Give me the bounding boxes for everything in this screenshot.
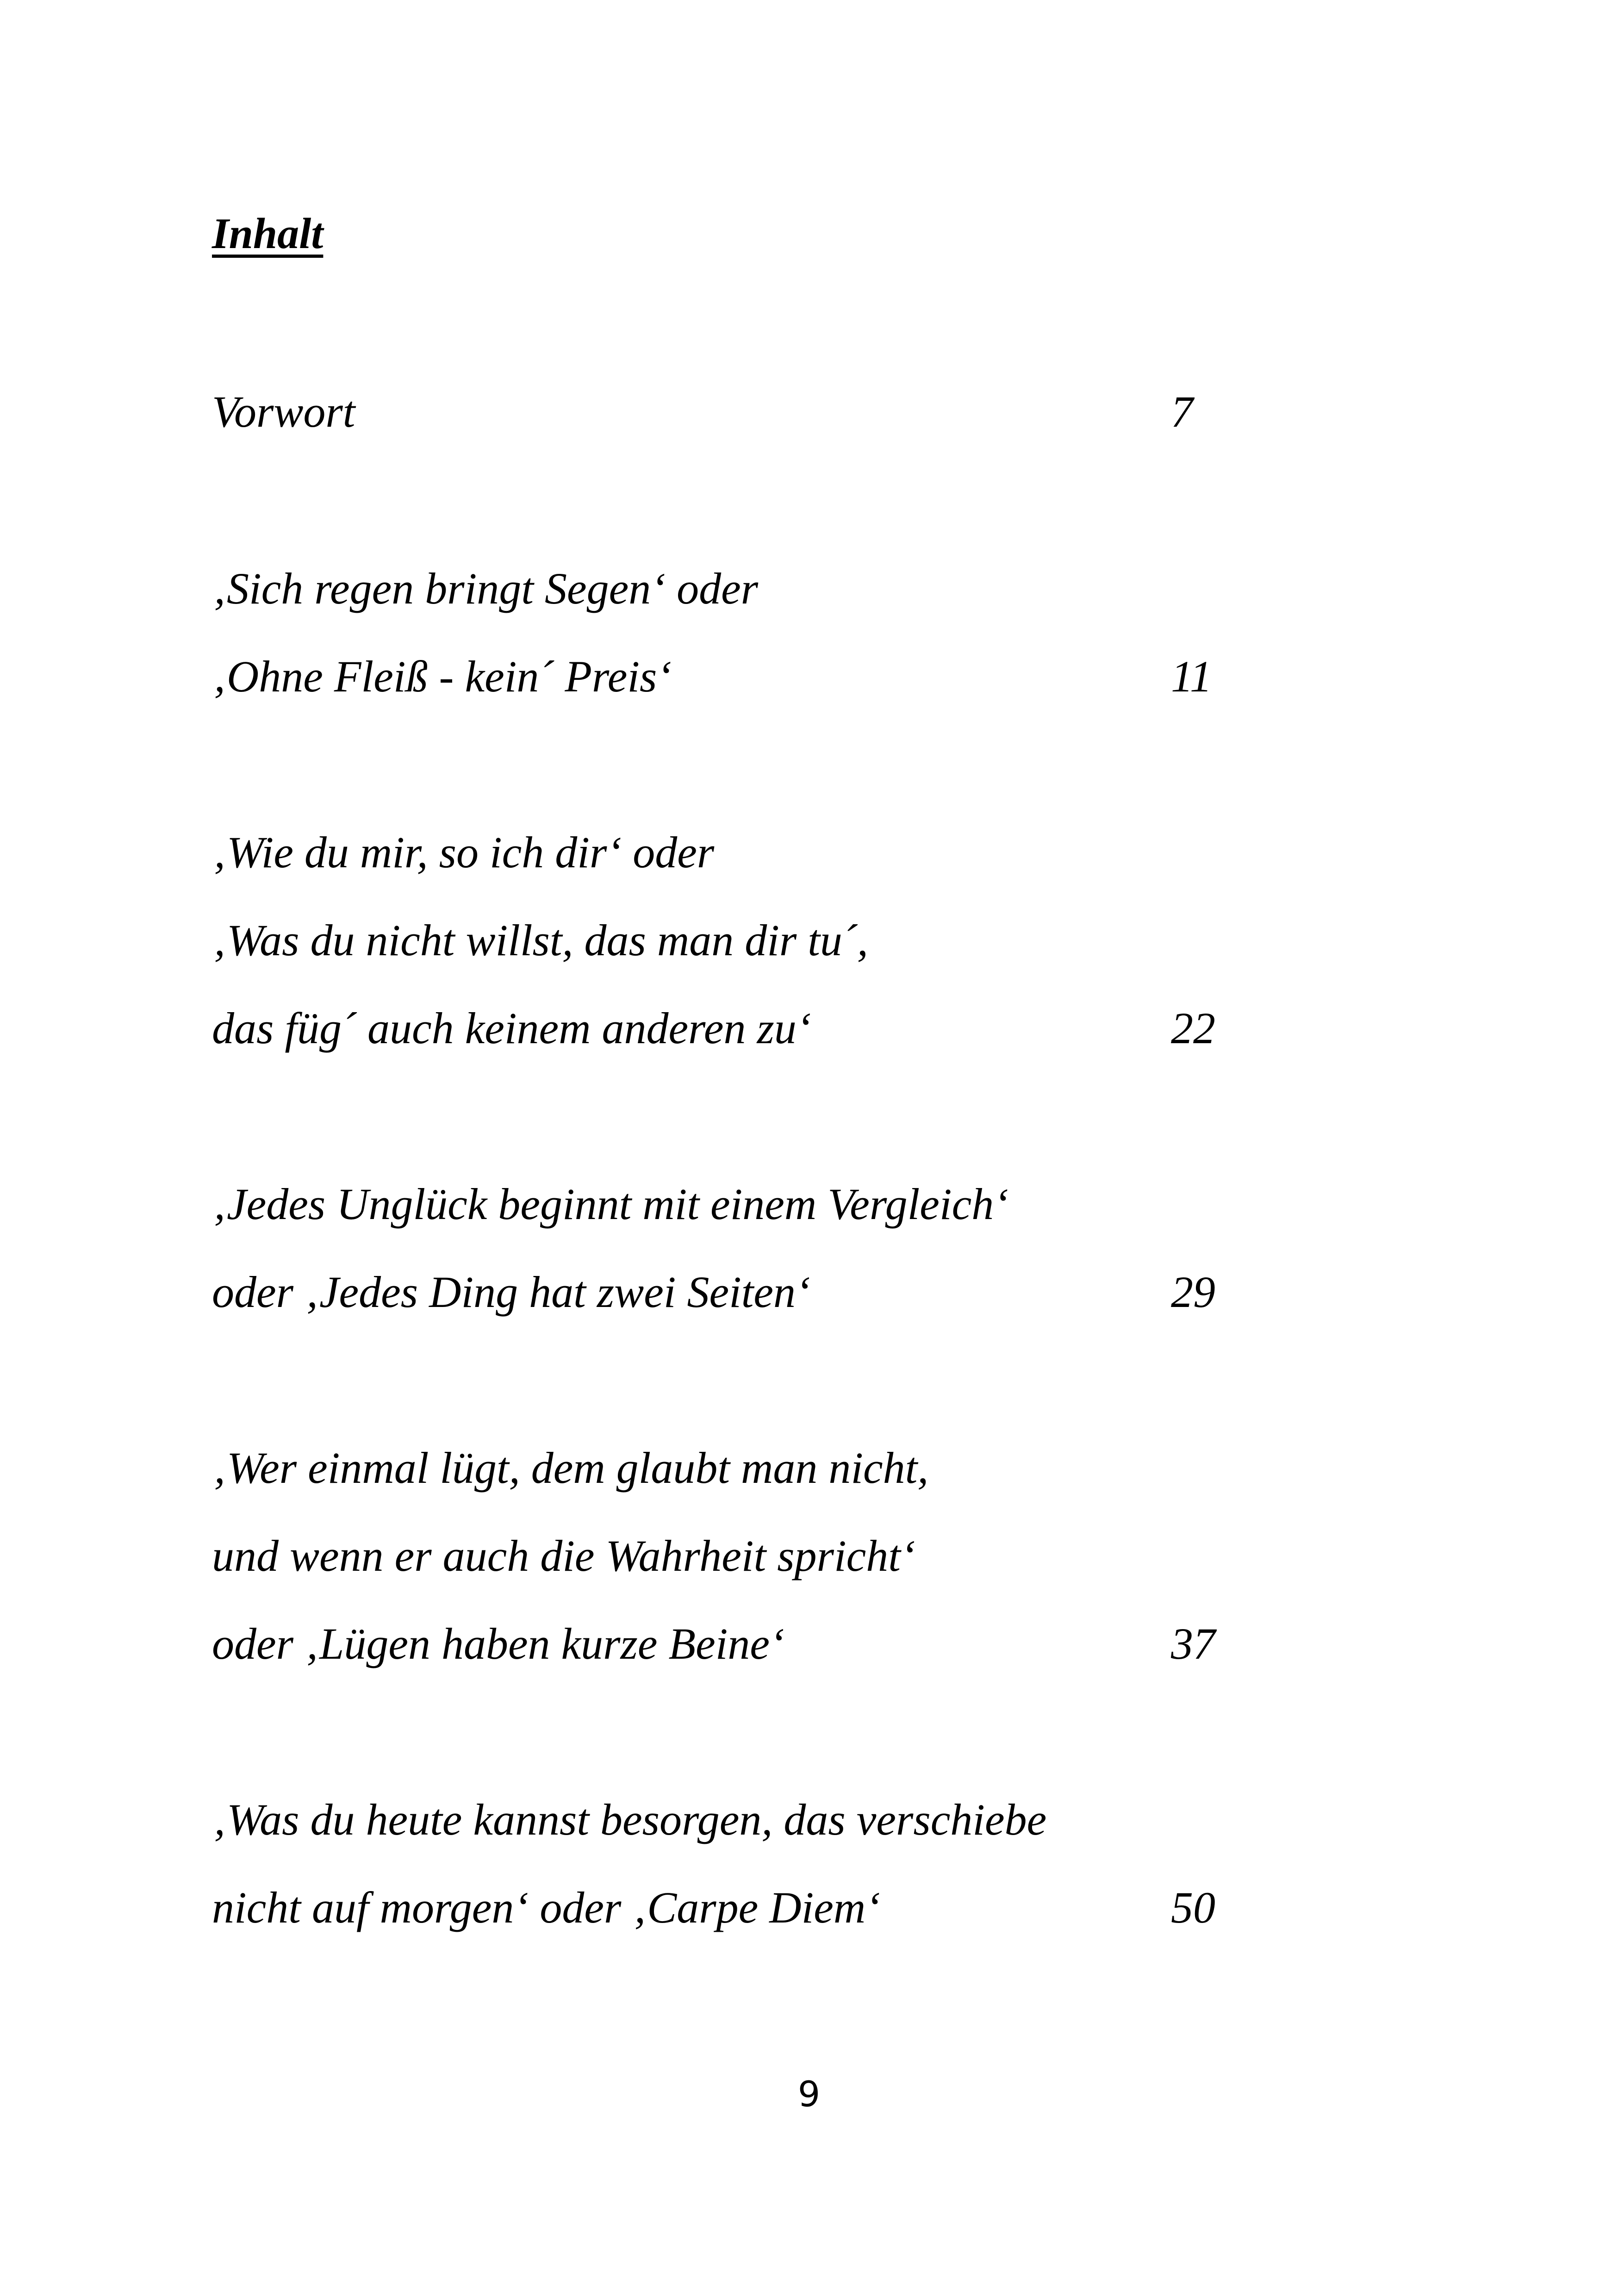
- toc-entry-page: 7: [1171, 387, 1193, 436]
- toc-entry-line: nicht auf morgen‘ oder ‚Carpe Diem‘: [212, 1883, 881, 1932]
- toc-entry-page: 22: [1171, 1003, 1215, 1053]
- toc-entry-line: ‚Sich regen bringt Segen‘ oder: [212, 564, 759, 613]
- toc-entry-line: oder ‚Lügen haben kurze Beine‘: [212, 1619, 784, 1668]
- toc-entry-line: ‚Jedes Unglück beginnt mit einem Vergleich‘: [212, 1179, 1009, 1229]
- toc-entry-page: 11: [1171, 652, 1212, 701]
- toc-entry-page: 29: [1171, 1267, 1215, 1317]
- toc-entry-line: ‚Wie du mir, so ich dir‘ oder: [212, 828, 715, 877]
- toc-entry-page: 50: [1171, 1883, 1215, 1932]
- toc-entry-line: das füg´ auch keinem anderen zu‘: [212, 1003, 811, 1053]
- toc-entry-line: oder ‚Jedes Ding hat zwei Seiten‘: [212, 1267, 810, 1317]
- toc-entry-page: 37: [1171, 1619, 1215, 1668]
- toc-entry-line: ‚Wer einmal lügt, dem glaubt man nicht,: [212, 1443, 929, 1493]
- toc-entry-line: ‚Was du heute kannst besorgen, das verschiebe: [212, 1795, 1047, 1844]
- toc-entry-line: ‚Ohne Fleiß - kein´ Preis‘: [212, 652, 672, 701]
- toc-entry-line: Vorwort: [212, 387, 355, 436]
- page-title: Inhalt: [212, 210, 324, 258]
- toc-entry-line: ‚Was du nicht willst, das man dir tu´,: [212, 915, 868, 965]
- page-number: 9: [797, 2073, 821, 2115]
- toc-entry-line: und wenn er auch die Wahrheit spricht‘: [212, 1531, 915, 1580]
